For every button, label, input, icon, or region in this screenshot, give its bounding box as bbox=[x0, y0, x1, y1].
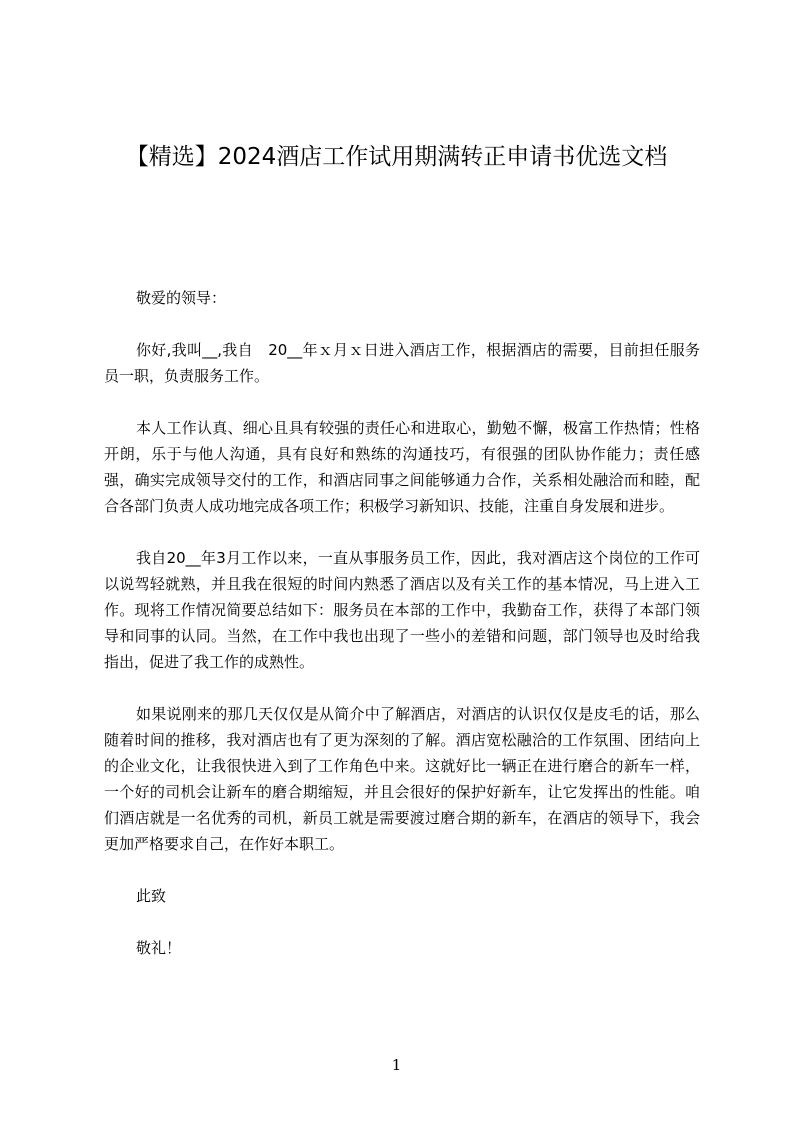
closing-salute: 敬礼！ bbox=[136, 939, 182, 957]
page-number: 1 bbox=[391, 1056, 402, 1074]
paragraph-qualities: 本人工作认真、细心且具有较强的责任心和进取心，勤勉不懈，极富工作热情；性格开朗，乐于与他人沟通，具有良好和熟练的沟通技巧，有很强的团队协作能力；责任感强，确实完成领导交付的工作，和酒店同事之间能够通力合作，关系相处融洽而和睦，配合各部门负责人成功地完成各项工作；积极学习新知识、技能，注重自身发展和进步。 bbox=[104, 419, 700, 515]
paragraph-impressions: 如果说刚来的那几天仅仅是从简介中了解酒店，对酒店的认识仅仅是皮毛的话，那么随着时间的推移，我对酒店也有了更为深刻的了解。酒店宽松融洽的工作氛围、团结向上的企业文化，让我很快进入到了工作角色中来。这就好比一辆正在进行磨合的新车一样，一个好的司机会让新车的磨合期缩短，并且会很好的保护好新车，让它发挥出的性能。咱们酒店就是一名优秀的司机，新员工就是需要渡过磨合期的新车，在酒店的领导下，我会更加严格要求自己，在作好本职工。 bbox=[104, 705, 700, 853]
salutation: 敬爱的领导： bbox=[136, 289, 227, 307]
closing-respect: 此致 bbox=[136, 887, 167, 905]
document-body bbox=[104, 285, 700, 987]
document-title: 【精选】2024酒店工作试用期满转正申请书优选文档 bbox=[125, 144, 668, 170]
paragraph-work-summary: 我自20__年3月工作以来，一直从事服务员工作，因此，我对酒店这个岗位的工作可以说驾轻就熟，并且我在很短的时间内熟悉了酒店以及有关工作的基本情况，马上进入工作。现将工作情况简要总结如下：服务员在本部的工作中，我勤奋工作，获得了本部门领导和同事的认同。当然，在工作中我也出现了一些小的差错和问题，部门领导也及时给我指出，促进了我工作的成熟性。 bbox=[104, 549, 700, 671]
paragraph-intro: 你好,我叫__,我自 20__年ｘ月ｘ日进入酒店工作，根据酒店的需要，目前担任服务员一职，负责服务工作。 bbox=[104, 341, 700, 385]
